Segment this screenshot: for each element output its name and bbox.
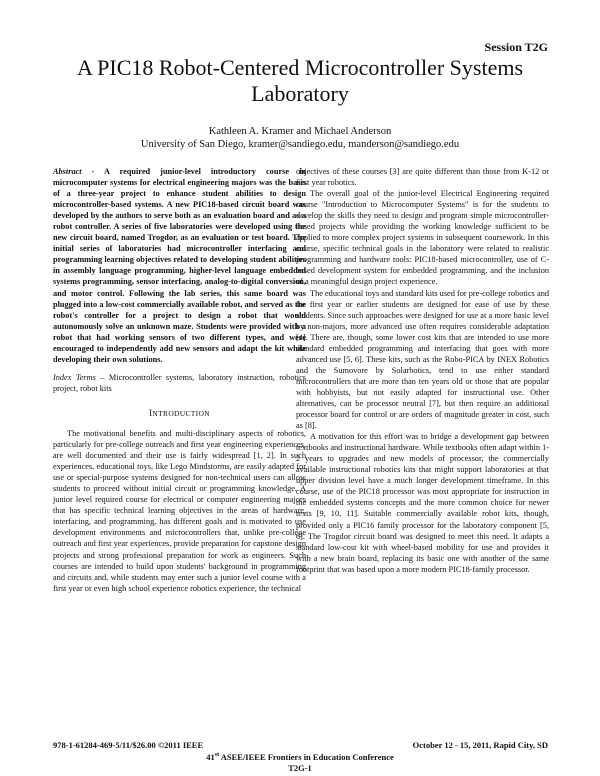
footer-dates: October 12 - 15, 2011, Rapid City, SD	[412, 740, 548, 750]
session-label: Session T2G	[484, 40, 548, 54]
paragraph-continued: objectives of these courses [3] are quite different than those from K-12 or first year robotics.	[296, 167, 549, 188]
section-heading-introduction	[53, 408, 306, 419]
right-column	[296, 166, 549, 575]
footer-conference	[50, 752, 550, 762]
conf-name: ASEE/IEEE Frontiers in Education Conference	[219, 752, 394, 762]
heading-initial: I	[149, 407, 153, 418]
intro-paragraph-1: The motivational benefits and multi-disciplinary aspects of robotics, particularly for pre-college outreach and first year engineering experiences, are well documented and their use is fairly widespread [1, 2]. In such experiences, educational toys, like Lego Mindstorms, are easily adapted for use or special-purpose systems designed for non-technical users can allow students to proceed without initial circuit or programming knowledge. A junior level required course for electrical or computer engineering majors that has specific technical learning objectives in the areas of hardware, interfacing, and programming, has different goals and is motivated to use development environments and microcontrollers that, unlike pre-college outreach and first year experiences, provide preparation for capstone design projects and strong professional preparation for work as engineers. Such courses are intended to build upon students' background in programming and circuits and, while students may enter such a junior level course with a first year or even high school experience robotics experience, the technical	[53, 428, 306, 593]
footer-isbn: 978-1-61284-469-5/11/$26.00 ©2011 IEEE	[53, 740, 204, 750]
conf-number: 41	[206, 752, 215, 762]
abstract-text: - A required junior-level introductory course in microcomputer systems for electrical engineering majors was the basis of a three-year project to enhance student abilities to design microcontroller-based systems. A new PIC18-based circuit board was developed by the authors to serve both as an evaluation board and as a robot controller. A series of five laboratories were developed using the new circuit board, named Trogdor, as an evaluation or test board. The initial series of laboratories had microcontroller interfacing and programming learning objectives related to developing student abilities in assembly language programming, higher-level language embedded systems programming, sensor interfacing, analog-to-digital conversion, and motor control. Following the lab series, this same board was plugged into a low-cost commercially available robot, and served as the robot's controller for a project to design a robot that would autonomously solve an unknown maze. Students were provided with a robot that had working sensors of two different types, and were encouraged to independently add new sensors and adapt the kit while developing their own solutions.	[53, 167, 306, 364]
abstract-label: Abstract	[53, 167, 82, 176]
page-number: T2G-1	[288, 763, 312, 773]
paragraph-kits: The educational toys and standard kits used for pre-college robotics and for first year or earlier students are designed for ease of use by these students. Since such approaches were designed for use at a more basic level by non-majors, more advanced use often requires considerable adaptation [4]. There are, though, some lower cost kits that are intended to use more standard embedded programming and interfacing that goes with more advanced use [5, 6]. These kits, such as the Robo-PICA by INEX Robotics and the Sumovore by Solarbotics, tend to use either standard microcontrollers that are more than ten years old or those that are popular with hobbyists, but not easily adapted for instructional use. Other alternatives, can be processor neutral [7], but then require an additional processor board for control or are orders of magnitude greater in cost, such as [8].	[296, 288, 549, 431]
paragraph-motivation: A motivation for this effort was to bridge a development gap between textbooks and instructional hardware. While textbooks often adapt within 1-2 years to upgrades and new models of processor, the commercially available instructional robotics kits that might support laboratories at that upper division level have a much longer development timeframe. In this course, use of the PIC18 processor was most appropriate for instruction in the embedded systems concepts and the more common choice for newer texts [9, 10, 11]. Suitable commercially available robot kits, though, provided only a PIC16 family processor for the laboratory component [5, 6]. The Trogdor circuit board was designed to meet this need. It adapts a standard low-cost kit with wheel-based mobility for use and provides it with a new brain board, replacing its basic one with another of the same footprint that was based upon a more modern PIC18-family processor.	[296, 432, 549, 574]
paragraph-course-goal: The overall goal of the junior-level Electrical Engineering required course "Introduction to Microcomputer Systems" is for the students to develop the skills they need to design and program simple microcontroller-based projects while providing the working knowledge sufficient to be applied to more complex project systems in subsequent coursework. In this course, specific technical goals in the laboratory were related to realistic programming and hardware tools: PIC18-based microcontroller, use of C-based development system for embedded programming, and the inclusion of a meaningful design project experience.	[296, 189, 549, 287]
abstract	[53, 166, 306, 365]
author-block	[50, 125, 550, 151]
conf-ordinal: st	[214, 752, 220, 759]
author-affiliation: University of San Diego, kramer@sandiego.edu, manderson@sandiego.edu	[140, 139, 460, 150]
index-terms-label: Index Terms	[53, 372, 96, 382]
paper-title: A PIC18 Robot-Centered Microcontroller Systems Laboratory	[76, 55, 524, 106]
index-terms	[53, 372, 306, 394]
left-column	[53, 166, 306, 594]
heading-rest: NTRODUCTION	[152, 408, 210, 418]
author-names: Kathleen A. Kramer and Michael Anderson	[208, 126, 392, 137]
index-terms-text: – Microcontroller systems, laboratory instruction, robotics project, robot kits	[53, 372, 306, 393]
